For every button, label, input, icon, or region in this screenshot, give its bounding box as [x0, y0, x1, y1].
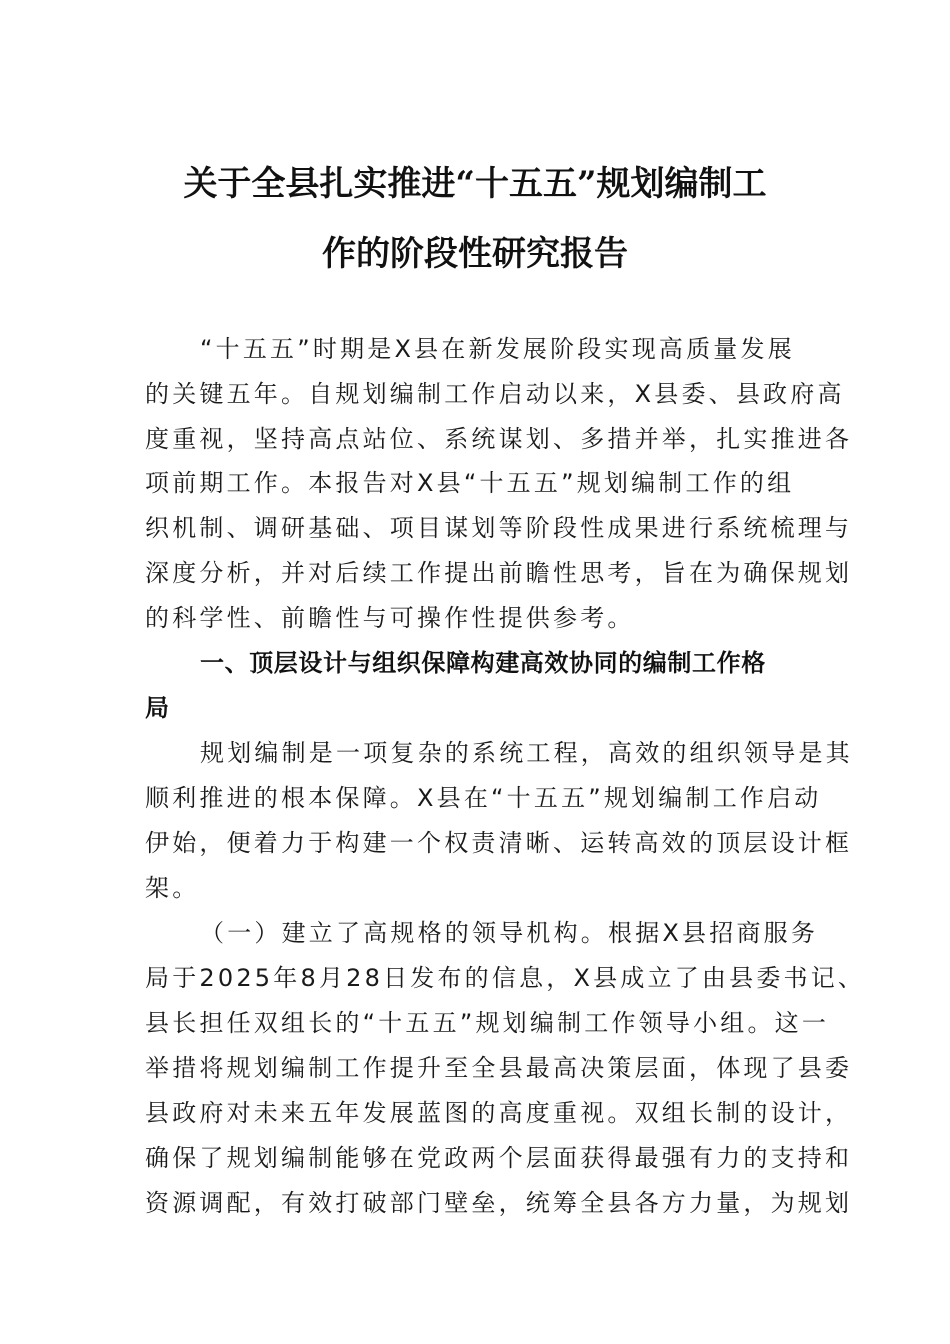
intro-paragraph-line: 项前期工作。本报告对X县“十五五”规划编制工作的组	[145, 469, 795, 497]
subsection-paragraph-line: （一）建立了高规格的领导机构。根据X县招商服务	[200, 919, 819, 947]
section-heading-line-1: 一、顶层设计与组织保障构建高效协同的编制工作格	[200, 649, 766, 677]
document-title-line-2: 作的阶段性研究报告	[322, 234, 628, 274]
section-paragraph-line: 顺利推进的根本保障。X县在“十五五”规划编制工作启动	[145, 784, 822, 812]
document-title-line-1: 关于全县扎实推进“十五五”规划编制工	[183, 164, 767, 204]
subsection-paragraph-line: 局于2025年8月28日发布的信息，X县成立了由县委书记、	[145, 964, 866, 992]
subsection-paragraph-line: 县政府对未来五年发展蓝图的高度重视。双组长制的设计，	[145, 1099, 853, 1127]
section-paragraph-line: 规划编制是一项复杂的系统工程，高效的组织领导是其	[200, 739, 853, 767]
section-paragraph-line: 伊始，便着力于构建一个权责清晰、运转高效的顶层设计框	[145, 829, 853, 857]
intro-paragraph-line: 深度分析，并对后续工作提出前瞻性思考，旨在为确保规划	[145, 559, 853, 587]
intro-paragraph-line: 的科学性、前瞻性与可操作性提供参考。	[145, 604, 635, 632]
intro-paragraph-line: 度重视，坚持高点站位、系统谋划、多措并举，扎实推进各	[145, 425, 853, 453]
subsection-paragraph-line: 县长担任双组长的“十五五”规划编制工作领导小组。这一	[145, 1009, 830, 1037]
intro-paragraph-line: 织机制、调研基础、项目谋划等阶段性成果进行系统梳理与	[145, 514, 853, 542]
subsection-paragraph-line: 确保了规划编制能够在党政两个层面获得最强有力的支持和	[145, 1144, 853, 1172]
subsection-paragraph-line: 举措将规划编制工作提升至全县最高决策层面，体现了县委	[145, 1054, 853, 1082]
section-heading-line-2: 局	[145, 694, 170, 722]
subsection-paragraph-line: 资源调配，有效打破部门壁垒，统筹全县各方力量，为规划	[145, 1189, 853, 1217]
intro-paragraph-line: “十五五”时期是X县在新发展阶段实现高质量发展	[200, 335, 795, 363]
section-paragraph-line: 架。	[145, 874, 200, 902]
intro-paragraph-line: 的关键五年。自规划编制工作启动以来，X县委、县政府高	[145, 380, 845, 408]
